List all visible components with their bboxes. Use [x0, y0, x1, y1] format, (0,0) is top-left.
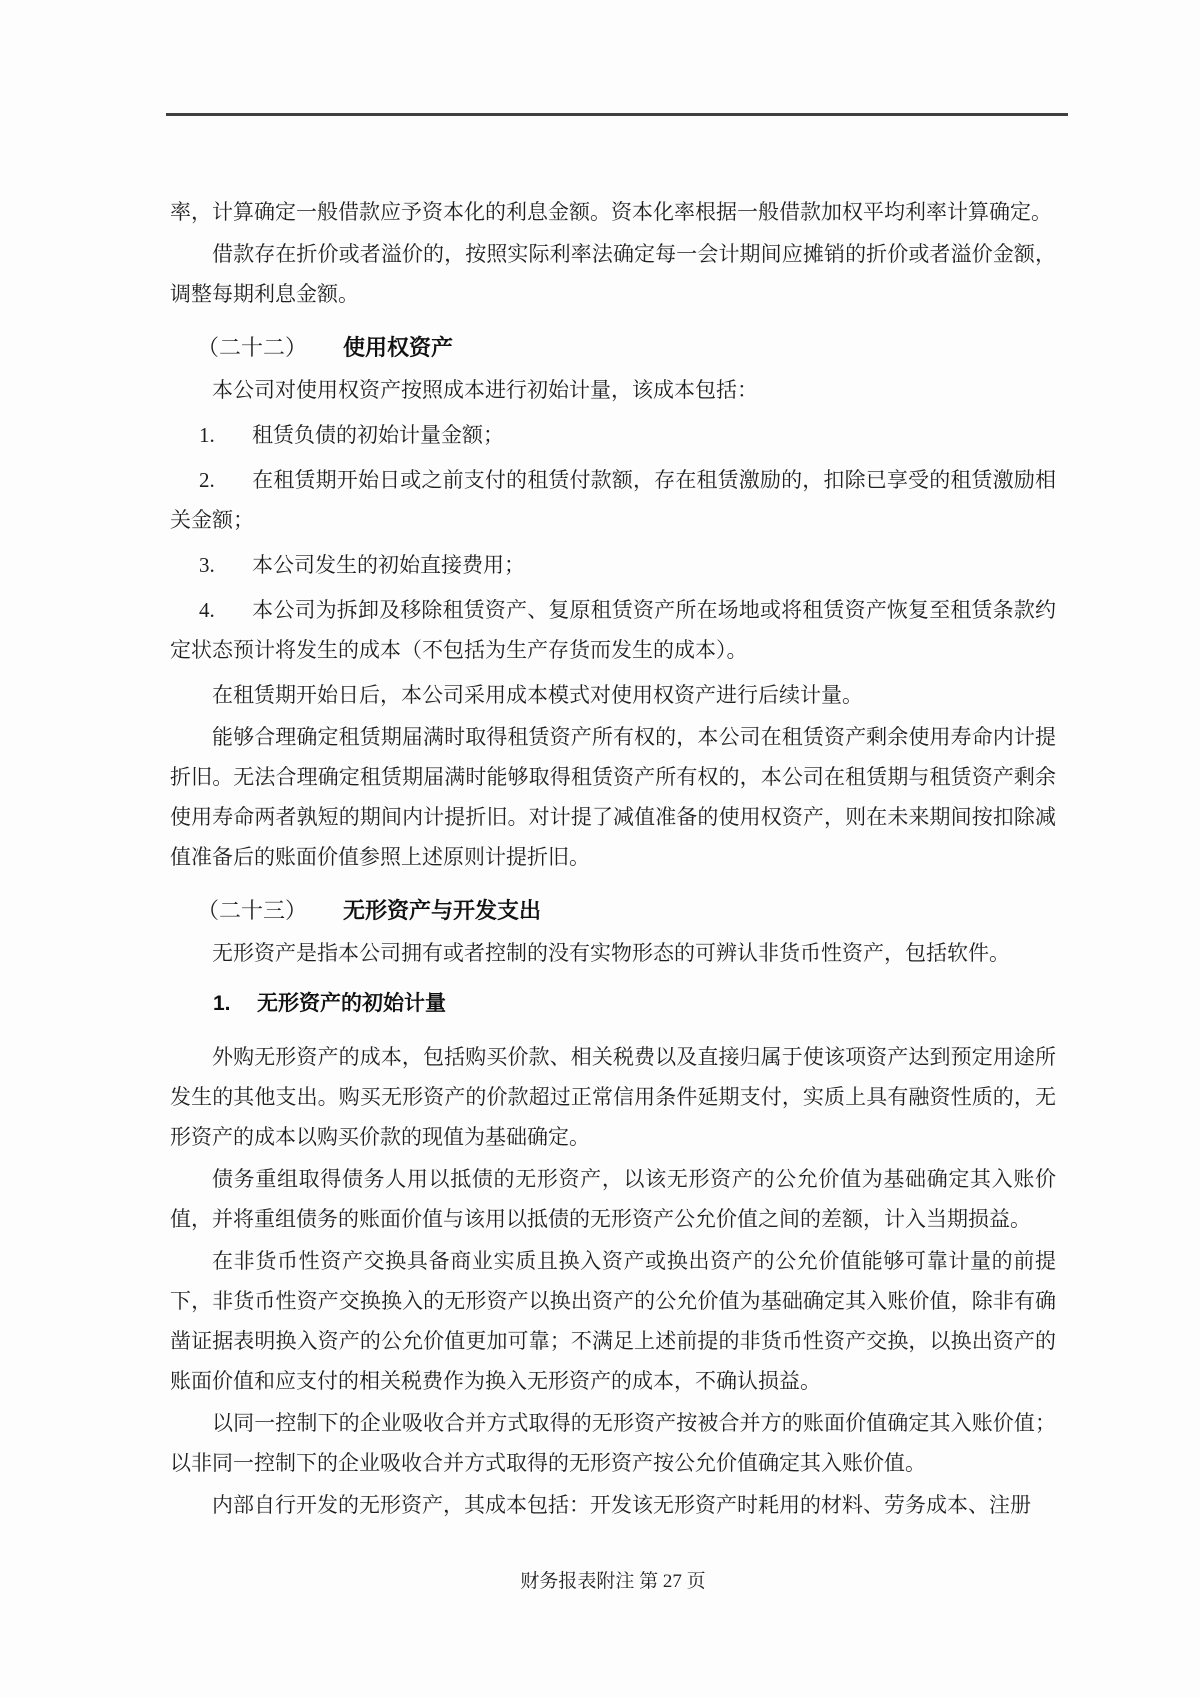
header-rule	[166, 113, 1068, 116]
paragraph: 借款存在折价或者溢价的，按照实际利率法确定每一会计期间应摊销的折价或者溢价金额，调整每期利息金额。	[170, 242, 1056, 306]
list-item-text: 在租赁期开始日或之前支付的租赁付款额，存在租赁激励的，扣除已享受的租赁激励相关金额；	[170, 468, 1056, 532]
list-number: 3.	[199, 553, 215, 577]
list-item-1	[170, 415, 1056, 455]
section-number: （二十三）	[197, 898, 308, 923]
list-number: 1.	[199, 423, 215, 447]
list-item-text: 本公司发生的初始直接费用；	[252, 553, 525, 577]
list-item-2	[170, 460, 1056, 540]
section-number: （二十二）	[197, 335, 308, 360]
section-title: 无形资产与开发支出	[343, 898, 542, 923]
paragraph-continuation: 率，计算确定一般借款应予资本化的利息金额。资本化率根据一般借款加权平均利率计算确定。	[170, 200, 1052, 224]
paragraph: 无形资产是指本公司拥有或者控制的没有实物形态的可辨认非货币性资产，包括软件。	[212, 941, 1010, 965]
list-item-4	[170, 590, 1056, 670]
list-item-3	[170, 545, 1056, 585]
section-title: 使用权资产	[343, 335, 454, 360]
paragraph: 能够合理确定租赁期届满时取得租赁资产所有权的，本公司在租赁资产剩余使用寿命内计提折旧。无法合理确定租赁期届满时能够取得租赁资产所有权的，本公司在租赁期与租赁资产剩余使用寿命两者孰短的期间内计提折旧。对计提了减值准备的使用权资产，则在未来期间按扣除减值准备后的账面价值参照上述原则计提折旧。	[170, 725, 1056, 869]
paragraph: 在非货币性资产交换具备商业实质且换入资产或换出资产的公允价值能够可靠计量的前提下，非货币性资产交换换入的无形资产以换出资产的公允价值为基础确定其入账价值，除非有确凿证据表明换入资产的公允价值更加可靠；不满足上述前提的非货币性资产交换，以换出资产的账面价值和应支付的相关税费作为换入无形资产的成本，不确认损益。	[170, 1249, 1056, 1393]
paragraph: 以同一控制下的企业吸收合并方式取得的无形资产按被合并方的账面价值确定其入账价值；以非同一控制下的企业吸收合并方式取得的无形资产按公允价值确定其入账价值。	[170, 1411, 1056, 1475]
document-body	[170, 190, 1056, 1527]
paragraph: 本公司对使用权资产按照成本进行初始计量，该成本包括：	[212, 378, 758, 402]
list-number: 4.	[199, 598, 215, 622]
section-heading-22	[170, 328, 1056, 368]
page-footer: 财务报表附注 第 27 页	[520, 1571, 706, 1592]
subsection-title: 无形资产的初始计量	[257, 992, 446, 1015]
subsection-number: 1.	[213, 992, 231, 1015]
paragraph: 内部自行开发的无形资产，其成本包括：开发该无形资产时耗用的材料、劳务成本、注册	[212, 1493, 1031, 1517]
list-item-text: 本公司为拆卸及移除租赁资产、复原租赁资产所在场地或将租赁资产恢复至租赁条款约定状态预计将发生的成本（不包括为生产存货而发生的成本）。	[170, 598, 1056, 662]
paragraph: 外购无形资产的成本，包括购买价款、相关税费以及直接归属于使该项资产达到预定用途所发生的其他支出。购买无形资产的价款超过正常信用条件延期支付，实质上具有融资性质的，无形资产的成本以购买价款的现值为基础确定。	[170, 1045, 1056, 1149]
list-item-text: 租赁负债的初始计量金额；	[252, 423, 504, 447]
paragraph: 债务重组取得债务人用以抵债的无形资产，以该无形资产的公允价值为基础确定其入账价值，并将重组债务的账面价值与该用以抵债的无形资产公允价值之间的差额，计入当期损益。	[170, 1167, 1056, 1231]
subsection-heading-1	[170, 984, 1056, 1024]
list-number: 2.	[199, 468, 215, 492]
section-heading-23	[170, 891, 1056, 931]
paragraph: 在租赁期开始日后，本公司采用成本模式对使用权资产进行后续计量。	[212, 683, 863, 707]
